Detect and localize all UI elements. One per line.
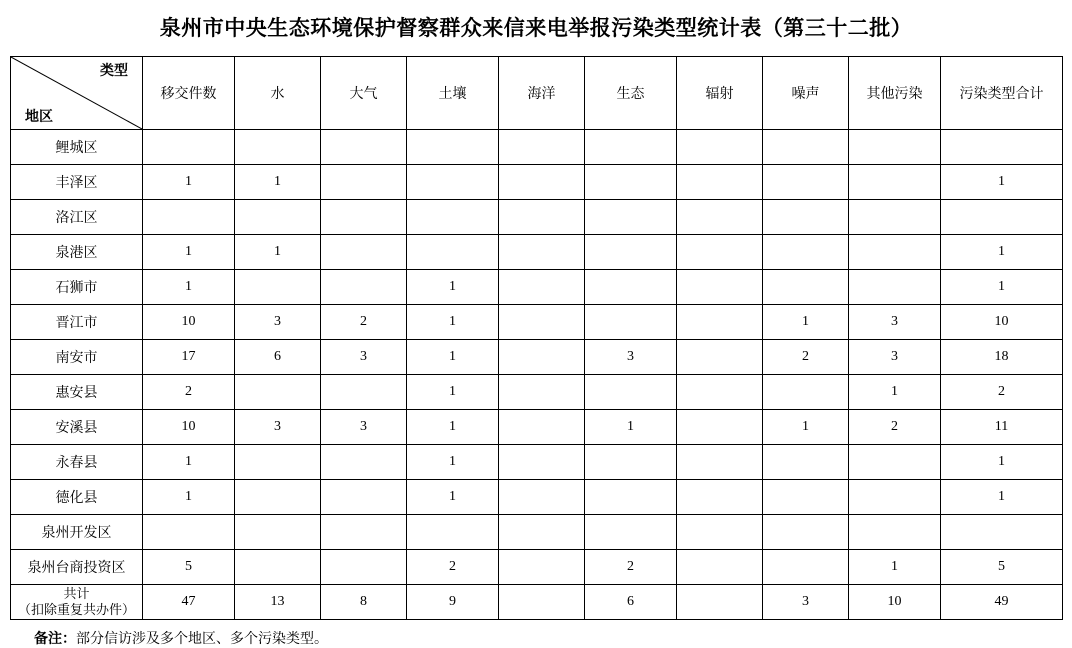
- cell-value: 5: [143, 550, 235, 585]
- cell-value: 3: [235, 305, 321, 340]
- cell-value: [499, 200, 585, 235]
- row-region-label: 德化县: [11, 480, 143, 515]
- cell-value: [677, 235, 763, 270]
- cell-value: [499, 375, 585, 410]
- cell-value: 2: [143, 375, 235, 410]
- header-corner-cell: [11, 57, 143, 130]
- cell-value: [499, 165, 585, 200]
- table-row: [11, 550, 1063, 585]
- row-region-label: 安溪县: [11, 410, 143, 445]
- cell-value: 17: [143, 340, 235, 375]
- column-header-water: 水: [235, 57, 321, 130]
- cell-value: 1: [585, 410, 677, 445]
- cell-value: 1: [235, 165, 321, 200]
- cell-value: [499, 305, 585, 340]
- row-region-label: 晋江市: [11, 305, 143, 340]
- column-header-transferred: 移交件数: [143, 57, 235, 130]
- table-total-row: [11, 585, 1063, 620]
- cell-value: [849, 200, 941, 235]
- row-region-label: 泉州台商投资区: [11, 550, 143, 585]
- cell-value: 1: [143, 165, 235, 200]
- cell-value: [677, 445, 763, 480]
- cell-value: [143, 200, 235, 235]
- row-region-label: 泉港区: [11, 235, 143, 270]
- table-row: [11, 480, 1063, 515]
- cell-value: [849, 480, 941, 515]
- cell-value: 1: [849, 375, 941, 410]
- cell-value: [407, 515, 499, 550]
- cell-value: 3: [321, 340, 407, 375]
- cell-value: [499, 130, 585, 165]
- cell-value: 2: [585, 550, 677, 585]
- cell-value: 1: [941, 235, 1063, 270]
- cell-value: 3: [849, 340, 941, 375]
- table-row: [11, 515, 1063, 550]
- table-row: [11, 200, 1063, 235]
- cell-value: 1: [407, 340, 499, 375]
- cell-value: [849, 130, 941, 165]
- column-header-radiation: 辐射: [677, 57, 763, 130]
- cell-value: 2: [321, 305, 407, 340]
- total-cell-value: 8: [321, 585, 407, 620]
- total-row-label-line1: 共计: [63, 585, 90, 601]
- cell-value: [143, 130, 235, 165]
- cell-value: [235, 480, 321, 515]
- cell-value: [235, 270, 321, 305]
- cell-value: [585, 375, 677, 410]
- total-cell-value: 49: [941, 585, 1063, 620]
- cell-value: [499, 550, 585, 585]
- cell-value: [763, 375, 849, 410]
- cell-value: [585, 445, 677, 480]
- row-region-label: 鲤城区: [11, 130, 143, 165]
- cell-value: [763, 165, 849, 200]
- cell-value: [585, 165, 677, 200]
- pollution-type-statistics-table: [10, 56, 1063, 620]
- cell-value: [763, 445, 849, 480]
- total-cell-value: 10: [849, 585, 941, 620]
- cell-value: 1: [941, 480, 1063, 515]
- cell-value: [941, 200, 1063, 235]
- row-region-label: 石狮市: [11, 270, 143, 305]
- cell-value: [499, 410, 585, 445]
- cell-value: [499, 515, 585, 550]
- cell-value: 10: [143, 410, 235, 445]
- cell-value: [849, 270, 941, 305]
- cell-value: 3: [321, 410, 407, 445]
- cell-value: [407, 130, 499, 165]
- cell-value: [499, 235, 585, 270]
- cell-value: [585, 200, 677, 235]
- cell-value: 2: [849, 410, 941, 445]
- note-label: 备注：: [34, 632, 76, 647]
- table-note: [34, 628, 1072, 648]
- total-cell-value: 47: [143, 585, 235, 620]
- cell-value: 2: [407, 550, 499, 585]
- column-header-other: 其他污染: [849, 57, 941, 130]
- cell-value: [941, 130, 1063, 165]
- cell-value: [499, 270, 585, 305]
- column-header-noise: 噪声: [763, 57, 849, 130]
- cell-value: [677, 480, 763, 515]
- column-header-air: 大气: [321, 57, 407, 130]
- cell-value: 1: [143, 235, 235, 270]
- cell-value: 2: [941, 375, 1063, 410]
- cell-value: 1: [143, 445, 235, 480]
- total-row-label: [11, 585, 143, 620]
- cell-value: [677, 130, 763, 165]
- cell-value: [763, 550, 849, 585]
- cell-value: [321, 375, 407, 410]
- cell-value: [677, 340, 763, 375]
- total-cell-value: 13: [235, 585, 321, 620]
- total-row-label-line2: （扣除重复共办件）: [17, 602, 135, 617]
- cell-value: [763, 270, 849, 305]
- cell-value: [677, 550, 763, 585]
- cell-value: [235, 515, 321, 550]
- cell-value: 2: [763, 340, 849, 375]
- cell-value: 1: [407, 305, 499, 340]
- cell-value: [143, 515, 235, 550]
- cell-value: [407, 235, 499, 270]
- cell-value: [763, 200, 849, 235]
- table-row: [11, 130, 1063, 165]
- column-header-ecology: 生态: [585, 57, 677, 130]
- cell-value: [677, 515, 763, 550]
- cell-value: [763, 235, 849, 270]
- cell-value: [849, 165, 941, 200]
- cell-value: [235, 130, 321, 165]
- table-row: [11, 445, 1063, 480]
- header-region-label: 地区: [25, 110, 53, 125]
- cell-value: [849, 515, 941, 550]
- table-row: [11, 410, 1063, 445]
- cell-value: 1: [235, 235, 321, 270]
- cell-value: [763, 480, 849, 515]
- cell-value: [585, 130, 677, 165]
- cell-value: 1: [407, 375, 499, 410]
- row-region-label: 惠安县: [11, 375, 143, 410]
- cell-value: 18: [941, 340, 1063, 375]
- cell-value: [321, 480, 407, 515]
- column-header-total: 污染类型合计: [941, 57, 1063, 130]
- cell-value: [235, 200, 321, 235]
- header-type-label: 类型: [100, 64, 128, 79]
- total-cell-value: [677, 585, 763, 620]
- cell-value: 3: [849, 305, 941, 340]
- cell-value: [321, 200, 407, 235]
- cell-value: 1: [763, 305, 849, 340]
- table-row: [11, 270, 1063, 305]
- total-cell-value: 3: [763, 585, 849, 620]
- cell-value: 1: [143, 480, 235, 515]
- table-row: [11, 340, 1063, 375]
- cell-value: 1: [849, 550, 941, 585]
- cell-value: 1: [407, 270, 499, 305]
- cell-value: [321, 130, 407, 165]
- cell-value: [677, 305, 763, 340]
- cell-value: [321, 270, 407, 305]
- row-region-label: 南安市: [11, 340, 143, 375]
- total-cell-value: 9: [407, 585, 499, 620]
- cell-value: [677, 165, 763, 200]
- cell-value: 10: [143, 305, 235, 340]
- cell-value: [499, 445, 585, 480]
- cell-value: [849, 445, 941, 480]
- note-text: 部分信访涉及多个地区、多个污染类型。: [76, 632, 328, 647]
- cell-value: 5: [941, 550, 1063, 585]
- cell-value: 6: [235, 340, 321, 375]
- cell-value: 1: [407, 410, 499, 445]
- total-cell-value: 6: [585, 585, 677, 620]
- cell-value: [235, 550, 321, 585]
- cell-value: [677, 270, 763, 305]
- table-header-row: [11, 57, 1063, 130]
- cell-value: [321, 165, 407, 200]
- cell-value: 3: [585, 340, 677, 375]
- cell-value: [763, 515, 849, 550]
- cell-value: [849, 235, 941, 270]
- cell-value: [235, 375, 321, 410]
- table-row: [11, 305, 1063, 340]
- table-row: [11, 375, 1063, 410]
- cell-value: 1: [941, 445, 1063, 480]
- cell-value: [585, 270, 677, 305]
- cell-value: [677, 410, 763, 445]
- cell-value: [235, 445, 321, 480]
- cell-value: 3: [235, 410, 321, 445]
- cell-value: 1: [941, 270, 1063, 305]
- row-region-label: 丰泽区: [11, 165, 143, 200]
- cell-value: [499, 340, 585, 375]
- cell-value: [321, 550, 407, 585]
- column-header-ocean: 海洋: [499, 57, 585, 130]
- cell-value: [763, 130, 849, 165]
- cell-value: 1: [407, 445, 499, 480]
- cell-value: 1: [143, 270, 235, 305]
- document-page: [0, 12, 1072, 647]
- cell-value: [941, 515, 1063, 550]
- cell-value: 10: [941, 305, 1063, 340]
- row-region-label: 泉州开发区: [11, 515, 143, 550]
- cell-value: [407, 165, 499, 200]
- cell-value: [585, 480, 677, 515]
- column-header-soil: 土壤: [407, 57, 499, 130]
- table-row: [11, 165, 1063, 200]
- cell-value: [677, 375, 763, 410]
- cell-value: [677, 200, 763, 235]
- cell-value: [585, 305, 677, 340]
- cell-value: [499, 480, 585, 515]
- cell-value: 1: [763, 410, 849, 445]
- row-region-label: 洛江区: [11, 200, 143, 235]
- total-cell-value: [499, 585, 585, 620]
- page-title: 泉州市中央生态环境保护督察群众来信来电举报污染类型统计表（第三十二批）: [159, 17, 913, 40]
- row-region-label: 永春县: [11, 445, 143, 480]
- cell-value: [407, 200, 499, 235]
- cell-value: [585, 235, 677, 270]
- cell-value: [321, 445, 407, 480]
- cell-value: [585, 515, 677, 550]
- cell-value: [321, 515, 407, 550]
- cell-value: 1: [941, 165, 1063, 200]
- cell-value: 11: [941, 410, 1063, 445]
- cell-value: [321, 235, 407, 270]
- table-row: [11, 235, 1063, 270]
- cell-value: 1: [407, 480, 499, 515]
